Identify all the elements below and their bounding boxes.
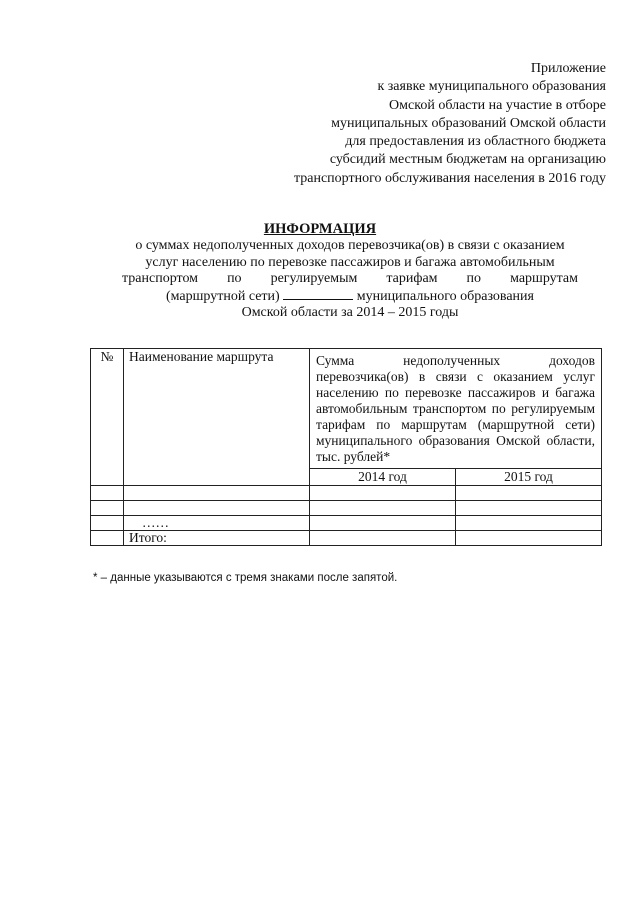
table-cell bbox=[124, 486, 310, 501]
table-cell bbox=[124, 501, 310, 516]
document-subtitle bbox=[100, 238, 600, 322]
subtitle-word: по bbox=[466, 271, 482, 286]
table-total-row bbox=[91, 531, 602, 546]
col-header-year-2015: 2015 год bbox=[455, 469, 601, 486]
subtitle-line: о суммах недополученных доходов перевозчика(ов) в связи с оказанием bbox=[135, 238, 565, 253]
table-cell bbox=[455, 516, 601, 531]
subtitle-justified-line bbox=[100, 271, 600, 288]
table-cell bbox=[455, 501, 601, 516]
table-row bbox=[91, 486, 602, 501]
total-label: Итого: bbox=[124, 531, 310, 546]
annex-line: Омской области на участие в отборе bbox=[389, 97, 606, 113]
annex-line: для предоставления из областного бюджета bbox=[345, 134, 606, 150]
table-cell bbox=[310, 501, 456, 516]
table-row bbox=[91, 516, 602, 531]
subtitle-line: Омской области за 2014 – 2015 годы bbox=[241, 305, 459, 320]
table-cell bbox=[91, 486, 124, 501]
table-cell bbox=[310, 531, 456, 546]
subtitle-fragment: (маршрутной сети) bbox=[166, 288, 280, 304]
ellipsis-cell: …… bbox=[124, 516, 310, 531]
subtitle-line bbox=[100, 288, 600, 306]
annex-line: транспортного обслуживания населения в 2016 году bbox=[293, 170, 606, 186]
subtitle-word: регулируемым bbox=[270, 271, 358, 286]
annex-line: Приложение bbox=[530, 61, 606, 76]
col-header-year-2014: 2014 год bbox=[310, 469, 456, 486]
subtitle-word: маршрутам bbox=[510, 271, 578, 286]
document-title: ИНФОРМАЦИЯ bbox=[263, 221, 377, 237]
subtitle-word: по bbox=[227, 271, 242, 286]
fill-in-blank bbox=[283, 288, 353, 300]
table-cell bbox=[91, 516, 124, 531]
table-cell bbox=[455, 486, 601, 501]
table-header-row bbox=[91, 349, 602, 469]
subtitle-fragment: муниципального образования bbox=[356, 288, 534, 304]
subtitle-word: тарифам bbox=[386, 271, 438, 286]
col-header-lost-revenue: Сумма недополученных доходов перевозчика(ов) в связи с оказанием услуг населению по перевозке пассажиров и багажа автомобильным транспортом по регулируемым тарифам по маршрутам (маршрутной сети) муниципального образования Омской области, тыс. рублей* bbox=[310, 349, 602, 469]
table-cell bbox=[91, 501, 124, 516]
subtitle-word: транспортом bbox=[122, 271, 199, 286]
table-cell bbox=[455, 531, 601, 546]
annex-header bbox=[186, 60, 606, 188]
subtitle-line: услуг населению по перевозке пассажиров и багажа автомобильным bbox=[145, 254, 555, 270]
footnote: * – данные указываются с тремя знаками после запятой. bbox=[93, 572, 398, 584]
annex-line: к заявке муниципального образования bbox=[377, 79, 606, 95]
col-header-number: № bbox=[91, 349, 124, 486]
annex-line: муниципальных образований Омской области bbox=[331, 115, 606, 131]
table-cell bbox=[91, 531, 124, 546]
table-cell bbox=[310, 516, 456, 531]
revenue-table bbox=[90, 348, 602, 546]
table-row bbox=[91, 501, 602, 516]
annex-line: субсидий местным бюджетам на организацию bbox=[329, 152, 606, 168]
col-header-route-name: Наименование маршрута bbox=[124, 349, 310, 486]
table-cell bbox=[310, 486, 456, 501]
